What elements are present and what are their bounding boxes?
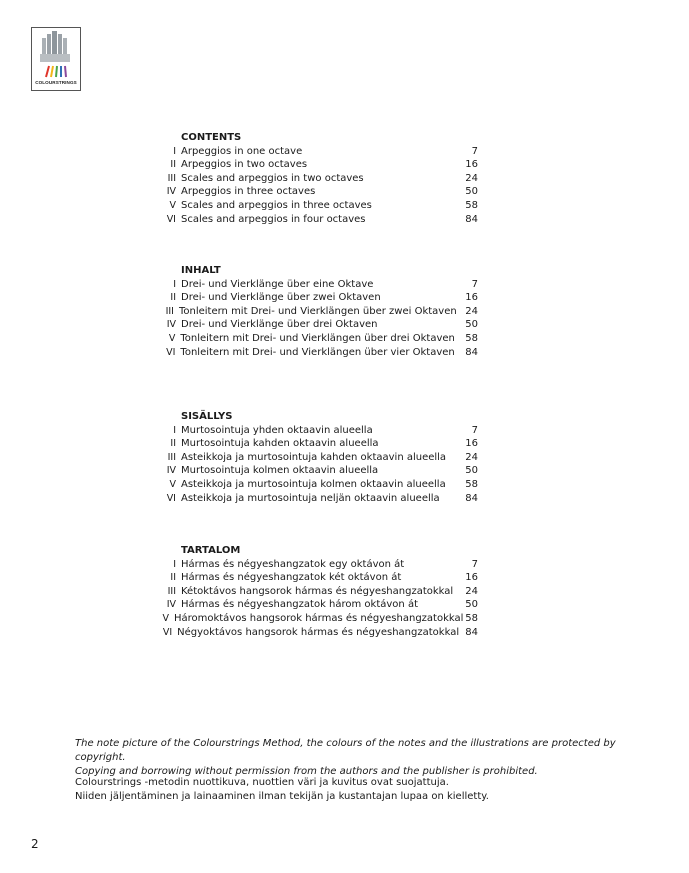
entry-number: II xyxy=(170,292,176,304)
entry-label: Scales and arpeggios in two octaves xyxy=(181,172,364,184)
entry-label: Hármas és négyeshangzatok egy oktávon át xyxy=(181,558,405,570)
toc-entry xyxy=(158,492,478,506)
entry-page-number: 16 xyxy=(465,572,478,584)
entry-number: I xyxy=(173,424,176,436)
toc-entry xyxy=(158,598,478,612)
toc-entry xyxy=(158,185,478,199)
toc-entry xyxy=(158,437,478,451)
entry-page-number: 84 xyxy=(465,492,478,504)
entry-page-number: 58 xyxy=(465,478,478,490)
entry-number: IV xyxy=(166,319,176,331)
entry-page-number: 16 xyxy=(465,292,478,304)
logo-text: COLOURSTRINGS xyxy=(35,80,77,85)
toc-section-german xyxy=(158,264,478,359)
entry-label: Tonleitern mit Drei- und Vierklängen über vier Oktaven xyxy=(180,346,455,358)
section-title: TARTALOM xyxy=(181,545,241,556)
entry-label: Arpeggios in one octave xyxy=(181,145,303,157)
entry-label: Scales and arpeggios in four octaves xyxy=(181,213,366,225)
toc-entry xyxy=(158,318,478,332)
entry-page-number: 50 xyxy=(465,465,478,477)
entry-number: III xyxy=(165,305,174,317)
toc-entry xyxy=(158,424,478,438)
entry-number: III xyxy=(167,585,176,597)
entry-page-number: 84 xyxy=(465,213,478,225)
entry-label: Négyoktávos hangsorok hármas és négyeshangzatokkal xyxy=(177,626,460,638)
entry-page-number: 24 xyxy=(465,172,478,184)
toc-entry xyxy=(158,305,478,319)
entry-label: Arpeggios in three octaves xyxy=(181,186,316,198)
entry-number: VI xyxy=(162,626,173,638)
entry-label: Arpeggios in two octaves xyxy=(181,159,308,171)
entry-label: Asteikkoja ja murtosointuja neljän oktaavin alueella xyxy=(181,492,440,504)
entry-page-number: 84 xyxy=(465,626,478,638)
toc-entry xyxy=(158,612,478,626)
entry-number: II xyxy=(170,438,176,450)
entry-page-number: 24 xyxy=(465,585,478,597)
toc-entry xyxy=(158,558,478,572)
copyright-line: The note picture of the Colourstrings Method, the colours of the notes and the illustrations are protected by copyright. xyxy=(75,738,616,763)
copyright-note-finnish xyxy=(75,776,645,804)
entry-number: II xyxy=(170,159,176,171)
entry-number: V xyxy=(169,478,176,490)
entry-label: Tonleitern mit Drei- und Vierklängen über zwei Oktaven xyxy=(178,305,457,317)
entry-page-number: 58 xyxy=(465,332,478,344)
entry-page-number: 7 xyxy=(471,145,478,157)
entry-number: IV xyxy=(166,186,176,198)
toc-entry xyxy=(158,332,478,346)
entry-number: III xyxy=(167,172,176,184)
entry-label: Scales and arpeggios in three octaves xyxy=(181,199,372,211)
entry-page-number: 7 xyxy=(471,278,478,290)
copyright-line: Niiden jäljentäminen ja lainaaminen ilman tekijän ja kustantajan lupaa on kielletty. xyxy=(75,791,489,802)
entry-number: IV xyxy=(166,599,176,611)
entry-page-number: 16 xyxy=(465,159,478,171)
section-title: SISÄLLYS xyxy=(181,411,233,422)
toc-entry xyxy=(158,464,478,478)
toc-entry xyxy=(158,158,478,172)
entry-label: Drei- und Vierklänge über drei Oktaven xyxy=(181,319,378,331)
copyright-line: Copying and borrowing without permission from the authors and the publisher is prohibited. xyxy=(75,766,538,777)
entry-label: Kétoktávos hangsorok hármas és négyeshangzatokkal xyxy=(181,585,454,597)
entry-number: V xyxy=(169,199,176,211)
entry-number: II xyxy=(170,572,176,584)
toc-entry xyxy=(158,478,478,492)
toc-entry xyxy=(158,213,478,227)
entry-page-number: 50 xyxy=(465,599,478,611)
entry-number: VI xyxy=(166,492,176,504)
entry-page-number: 50 xyxy=(465,186,478,198)
entry-page-number: 7 xyxy=(471,424,478,436)
entry-label: Háromoktávos hangsorok hármas és négyeshangzatokkal xyxy=(173,612,464,624)
entry-page-number: 58 xyxy=(465,199,478,211)
section-title: CONTENTS xyxy=(181,132,242,143)
entry-label: Drei- und Vierklänge über zwei Oktaven xyxy=(181,292,381,304)
entry-page-number: 50 xyxy=(465,319,478,331)
entry-page-number: 24 xyxy=(465,305,478,317)
entry-label: Murtosointuja kahden oktaavin alueella xyxy=(181,438,379,450)
toc-entry xyxy=(158,278,478,292)
entry-page-number: 84 xyxy=(465,346,478,358)
toc-entry xyxy=(158,145,478,159)
entry-number: I xyxy=(173,278,176,290)
entry-label: Asteikkoja ja murtosointuja kahden oktaavin alueella xyxy=(181,451,447,463)
entry-label: Hármas és négyeshangzatok két oktávon át xyxy=(181,572,402,584)
entry-number: I xyxy=(173,558,176,570)
entry-number: IV xyxy=(166,465,176,477)
entry-number: V xyxy=(162,612,169,624)
entry-label: Asteikkoja ja murtosointuja kolmen oktaavin alueella xyxy=(181,478,446,490)
toc-entry xyxy=(158,199,478,213)
entry-label: Murtosointuja yhden oktaavin alueella xyxy=(181,424,373,436)
toc-entry xyxy=(158,451,478,465)
toc-entry xyxy=(158,585,478,599)
page-number: 2 xyxy=(31,837,39,851)
entry-label: Murtosointuja kolmen oktaavin alueella xyxy=(181,465,379,477)
entry-page-number: 24 xyxy=(465,451,478,463)
colourstrings-logo xyxy=(31,27,81,91)
entry-number: I xyxy=(173,145,176,157)
entry-page-number: 58 xyxy=(465,612,478,624)
toc-entry xyxy=(158,626,478,640)
entry-number: VI xyxy=(166,213,176,225)
entry-label: Hármas és négyeshangzatok három oktávon át xyxy=(181,599,418,611)
toc-entry xyxy=(158,172,478,186)
section-title: INHALT xyxy=(181,265,221,276)
entry-page-number: 7 xyxy=(471,558,478,570)
entry-number: V xyxy=(168,332,176,344)
entry-label: Drei- und Vierklänge über eine Oktave xyxy=(181,278,374,290)
entry-page-number: 16 xyxy=(465,438,478,450)
toc-section-hungarian xyxy=(158,544,478,639)
entry-number: III xyxy=(167,451,176,463)
copyright-line: Colourstrings -metodin nuottikuva, nuottien väri ja kuvitus ovat suojattuja. xyxy=(75,777,449,788)
toc-entry xyxy=(158,571,478,585)
toc-section-english xyxy=(158,131,478,226)
copyright-note-english xyxy=(75,737,645,779)
toc-entry xyxy=(158,291,478,305)
toc-section-finnish xyxy=(158,410,478,505)
entry-label: Tonleitern mit Drei- und Vierklängen über drei Oktaven xyxy=(180,332,455,344)
entry-number: VI xyxy=(166,346,176,358)
toc-entry xyxy=(158,346,478,360)
